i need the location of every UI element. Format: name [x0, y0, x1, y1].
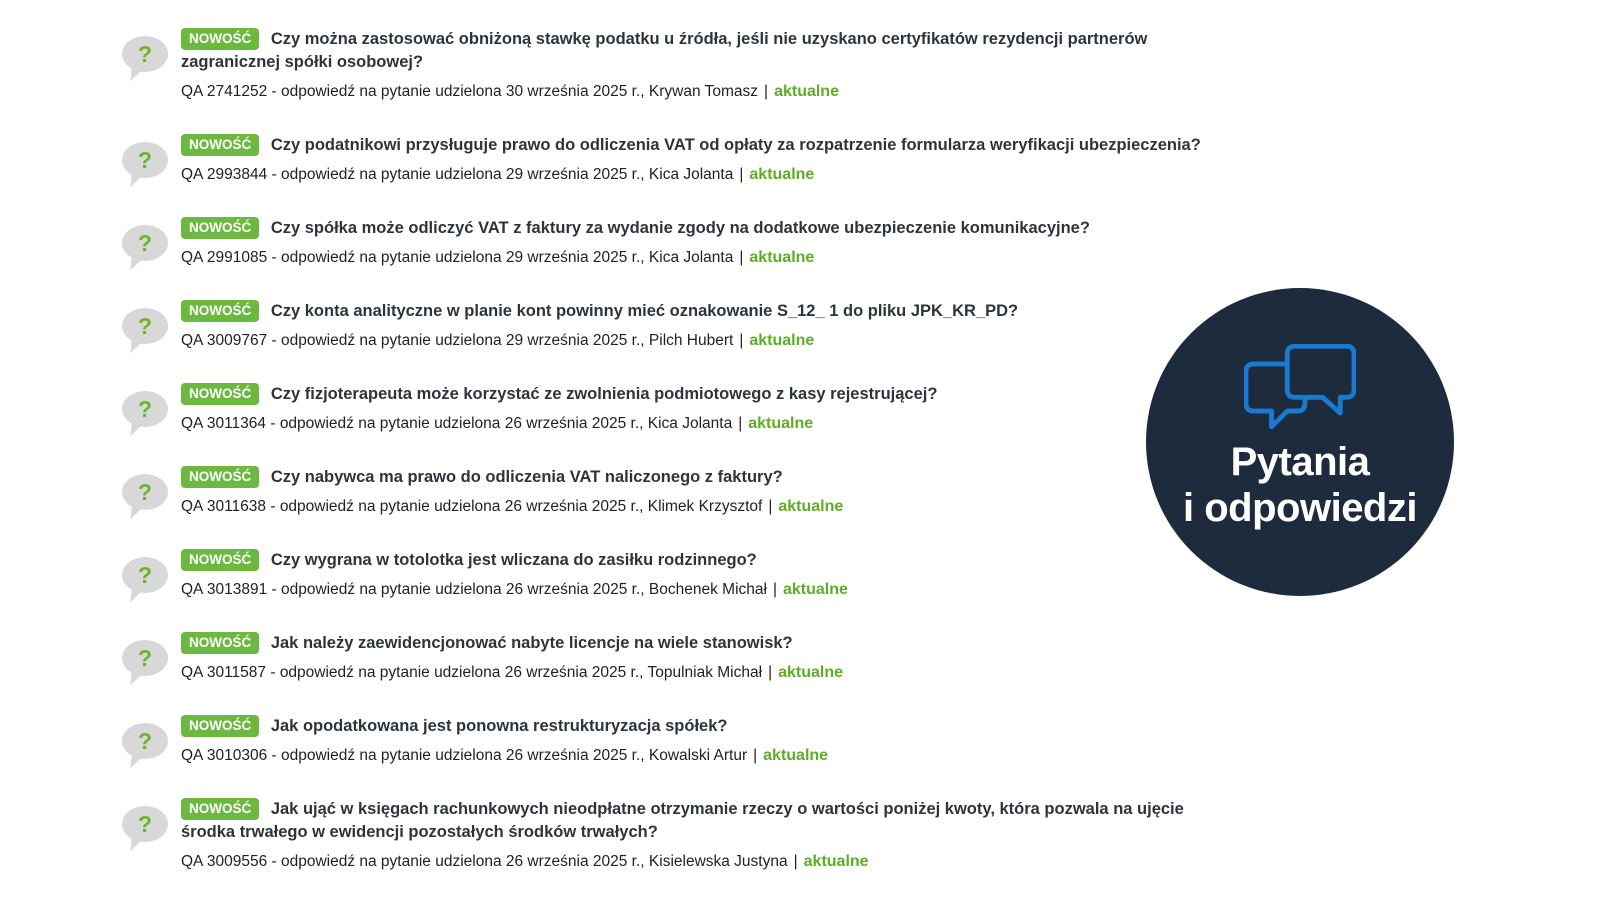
question-title[interactable]	[181, 134, 1240, 157]
new-badge: NOWOŚĆ	[181, 715, 259, 737]
qa-item-content	[181, 134, 1240, 185]
question-icon-glyph: ?	[122, 142, 168, 178]
question-title[interactable]	[181, 549, 1240, 572]
meta-separator: |	[739, 332, 744, 349]
meta-separator: |	[768, 498, 773, 515]
qa-item-content	[181, 466, 1240, 517]
question-meta-text: QA 3009767 - odpowiedź na pytanie udzielona 29 września 2025 r., Pilch Hubert	[181, 332, 734, 349]
question-meta-text: QA 3010306 - odpowiedź na pytanie udzielona 26 września 2025 r., Kowalski Artur	[181, 747, 748, 764]
qa-list-item	[122, 383, 1240, 434]
qa-list-item	[122, 134, 1240, 185]
question-icon-glyph: ?	[122, 723, 168, 759]
question-icon-glyph: ?	[122, 308, 168, 344]
qa-promo-badge[interactable]	[1146, 288, 1454, 596]
question-icon-glyph: ?	[122, 806, 168, 842]
status-label: aktualne	[749, 249, 815, 266]
question-title-text[interactable]: Czy nabywca ma prawo do odliczenia VAT naliczonego z faktury?	[266, 468, 783, 486]
qa-list-item	[122, 28, 1240, 102]
status-label: aktualne	[749, 332, 815, 349]
question-title[interactable]	[181, 300, 1240, 323]
status-label: aktualne	[782, 581, 848, 598]
qa-item-content	[181, 798, 1240, 872]
question-bubble-icon	[122, 466, 168, 517]
status-label: aktualne	[778, 664, 844, 681]
new-badge: NOWOŚĆ	[181, 798, 259, 820]
qa-list-item	[122, 632, 1240, 683]
question-meta-text: QA 3011587 - odpowiedź na pytanie udzielona 26 września 2025 r., Topulniak Michał	[181, 664, 763, 681]
qa-item-content	[181, 715, 1240, 766]
question-title-text[interactable]: Jak ująć w księgach rachunkowych nieodpłatne otrzymanie rzeczy o wartości poniżej kwoty, która pozwala na ujęcie środka trwałego w ewidencji pozostałych środków trwałych?	[181, 800, 1184, 841]
question-meta-text: QA 3009556 - odpowiedź na pytanie udzielona 26 września 2025 r., Kisielewska Justyna	[181, 853, 788, 870]
new-badge: NOWOŚĆ	[181, 28, 259, 50]
question-title[interactable]	[181, 383, 1240, 406]
question-meta-text: QA 3011638 - odpowiedź na pytanie udzielona 26 września 2025 r., Klimek Krzysztof	[181, 498, 763, 515]
question-meta-text: QA 2993844 - odpowiedź na pytanie udzielona 29 września 2025 r., Kica Jolanta	[181, 166, 734, 183]
question-icon-glyph: ?	[122, 557, 168, 593]
qa-list-item	[122, 715, 1240, 766]
meta-separator: |	[738, 415, 743, 432]
question-icon-glyph: ?	[122, 225, 168, 261]
question-meta-text: QA 2991085 - odpowiedź na pytanie udzielona 29 września 2025 r., Kica Jolanta	[181, 249, 734, 266]
qa-item-content	[181, 632, 1240, 683]
question-bubble-icon	[122, 28, 168, 102]
meta-separator: |	[739, 249, 744, 266]
question-bubble-icon	[122, 217, 168, 268]
new-badge: NOWOŚĆ	[181, 300, 259, 322]
promo-title	[1183, 439, 1417, 531]
status-label: aktualne	[763, 747, 829, 764]
question-title-text[interactable]: Czy podatnikowi przysługuje prawo do odliczenia VAT od opłaty za rozpatrzenie formularza weryfikacji ubezpieczenia?	[266, 136, 1201, 154]
question-meta	[181, 745, 1240, 766]
question-title[interactable]	[181, 632, 1240, 655]
question-bubble-icon	[122, 383, 168, 434]
status-label: aktualne	[803, 853, 869, 870]
question-icon-glyph: ?	[122, 36, 168, 72]
question-meta	[181, 496, 1240, 517]
question-meta-text: QA 2741252 - odpowiedź na pytanie udzielona 30 września 2025 r., Krywan Tomasz	[181, 83, 759, 100]
qa-list-item	[122, 300, 1240, 351]
question-icon-glyph: ?	[122, 640, 168, 676]
meta-separator: |	[739, 166, 744, 183]
chat-bubbles-icon	[1244, 344, 1356, 429]
question-title-text[interactable]: Czy konta analityczne w planie kont powinny mieć oznakowanie S_12_ 1 do pliku JPK_KR_PD?	[266, 302, 1019, 320]
meta-separator: |	[793, 853, 798, 870]
question-title-text[interactable]: Jak należy zaewidencjonować nabyte licencje na wiele stanowisk?	[266, 634, 793, 652]
question-bubble-icon	[122, 715, 168, 766]
promo-title-line2: i odpowiedzi	[1183, 486, 1417, 530]
question-title-text[interactable]: Czy można zastosować obniżoną stawkę podatku u źródła, jeśli nie uzyskano certyfikatów rezydencji partnerów zagranicznej spółki osobowej?	[181, 30, 1148, 71]
qa-list-item	[122, 549, 1240, 600]
question-meta	[181, 164, 1240, 185]
question-title-text[interactable]: Jak opodatkowana jest ponowna restrukturyzacja spółek?	[266, 717, 728, 735]
qa-item-content	[181, 28, 1240, 102]
question-meta	[181, 579, 1240, 600]
question-title[interactable]	[181, 217, 1240, 240]
question-title[interactable]	[181, 28, 1240, 74]
qa-list-item	[122, 798, 1240, 872]
question-meta	[181, 247, 1240, 268]
question-title-text[interactable]: Czy wygrana w totolotka jest wliczana do zasiłku rodzinnego?	[266, 551, 757, 569]
question-bubble-icon	[122, 798, 168, 872]
question-meta-text: QA 3013891 - odpowiedź na pytanie udzielona 26 września 2025 r., Bochenek Michał	[181, 581, 767, 598]
status-label: aktualne	[749, 166, 815, 183]
question-title[interactable]	[181, 466, 1240, 489]
new-badge: NOWOŚĆ	[181, 632, 259, 654]
question-bubble-icon	[122, 632, 168, 683]
qa-item-content	[181, 549, 1240, 600]
qa-list-item	[122, 466, 1240, 517]
new-badge: NOWOŚĆ	[181, 383, 259, 405]
question-bubble-icon	[122, 549, 168, 600]
status-label: aktualne	[774, 83, 839, 100]
new-badge: NOWOŚĆ	[181, 217, 259, 239]
promo-title-line1: Pytania	[1230, 440, 1370, 484]
question-meta	[181, 851, 1240, 872]
new-badge: NOWOŚĆ	[181, 134, 259, 156]
status-label: aktualne	[778, 498, 844, 515]
new-badge: NOWOŚĆ	[181, 466, 259, 488]
question-bubble-icon	[122, 134, 168, 185]
question-icon-glyph: ?	[122, 391, 168, 427]
question-icon-glyph: ?	[122, 474, 168, 510]
question-meta	[181, 662, 1240, 683]
qa-item-content	[181, 383, 1240, 434]
question-title[interactable]	[181, 715, 1240, 738]
meta-separator: |	[764, 83, 769, 100]
question-meta-text: QA 3011364 - odpowiedź na pytanie udzielona 26 września 2025 r., Kica Jolanta	[181, 415, 733, 432]
qa-item-content	[181, 300, 1240, 351]
question-title-text[interactable]: Czy spółka może odliczyć VAT z faktury za wydanie zgody na dodatkowe ubezpieczenie komunikacyjne?	[266, 219, 1090, 237]
meta-separator: |	[753, 747, 758, 764]
qa-list	[122, 28, 1240, 900]
qa-item-content	[181, 217, 1240, 268]
question-bubble-icon	[122, 300, 168, 351]
question-title[interactable]	[181, 798, 1240, 844]
question-meta	[181, 330, 1240, 351]
meta-separator: |	[772, 581, 777, 598]
question-title-text[interactable]: Czy fizjoterapeuta może korzystać ze zwolnienia podmiotowego z kasy rejestrującej?	[266, 385, 938, 403]
question-meta	[181, 81, 1240, 102]
qa-list-item	[122, 217, 1240, 268]
question-meta	[181, 413, 1240, 434]
meta-separator: |	[768, 664, 773, 681]
new-badge: NOWOŚĆ	[181, 549, 259, 571]
status-label: aktualne	[748, 415, 814, 432]
